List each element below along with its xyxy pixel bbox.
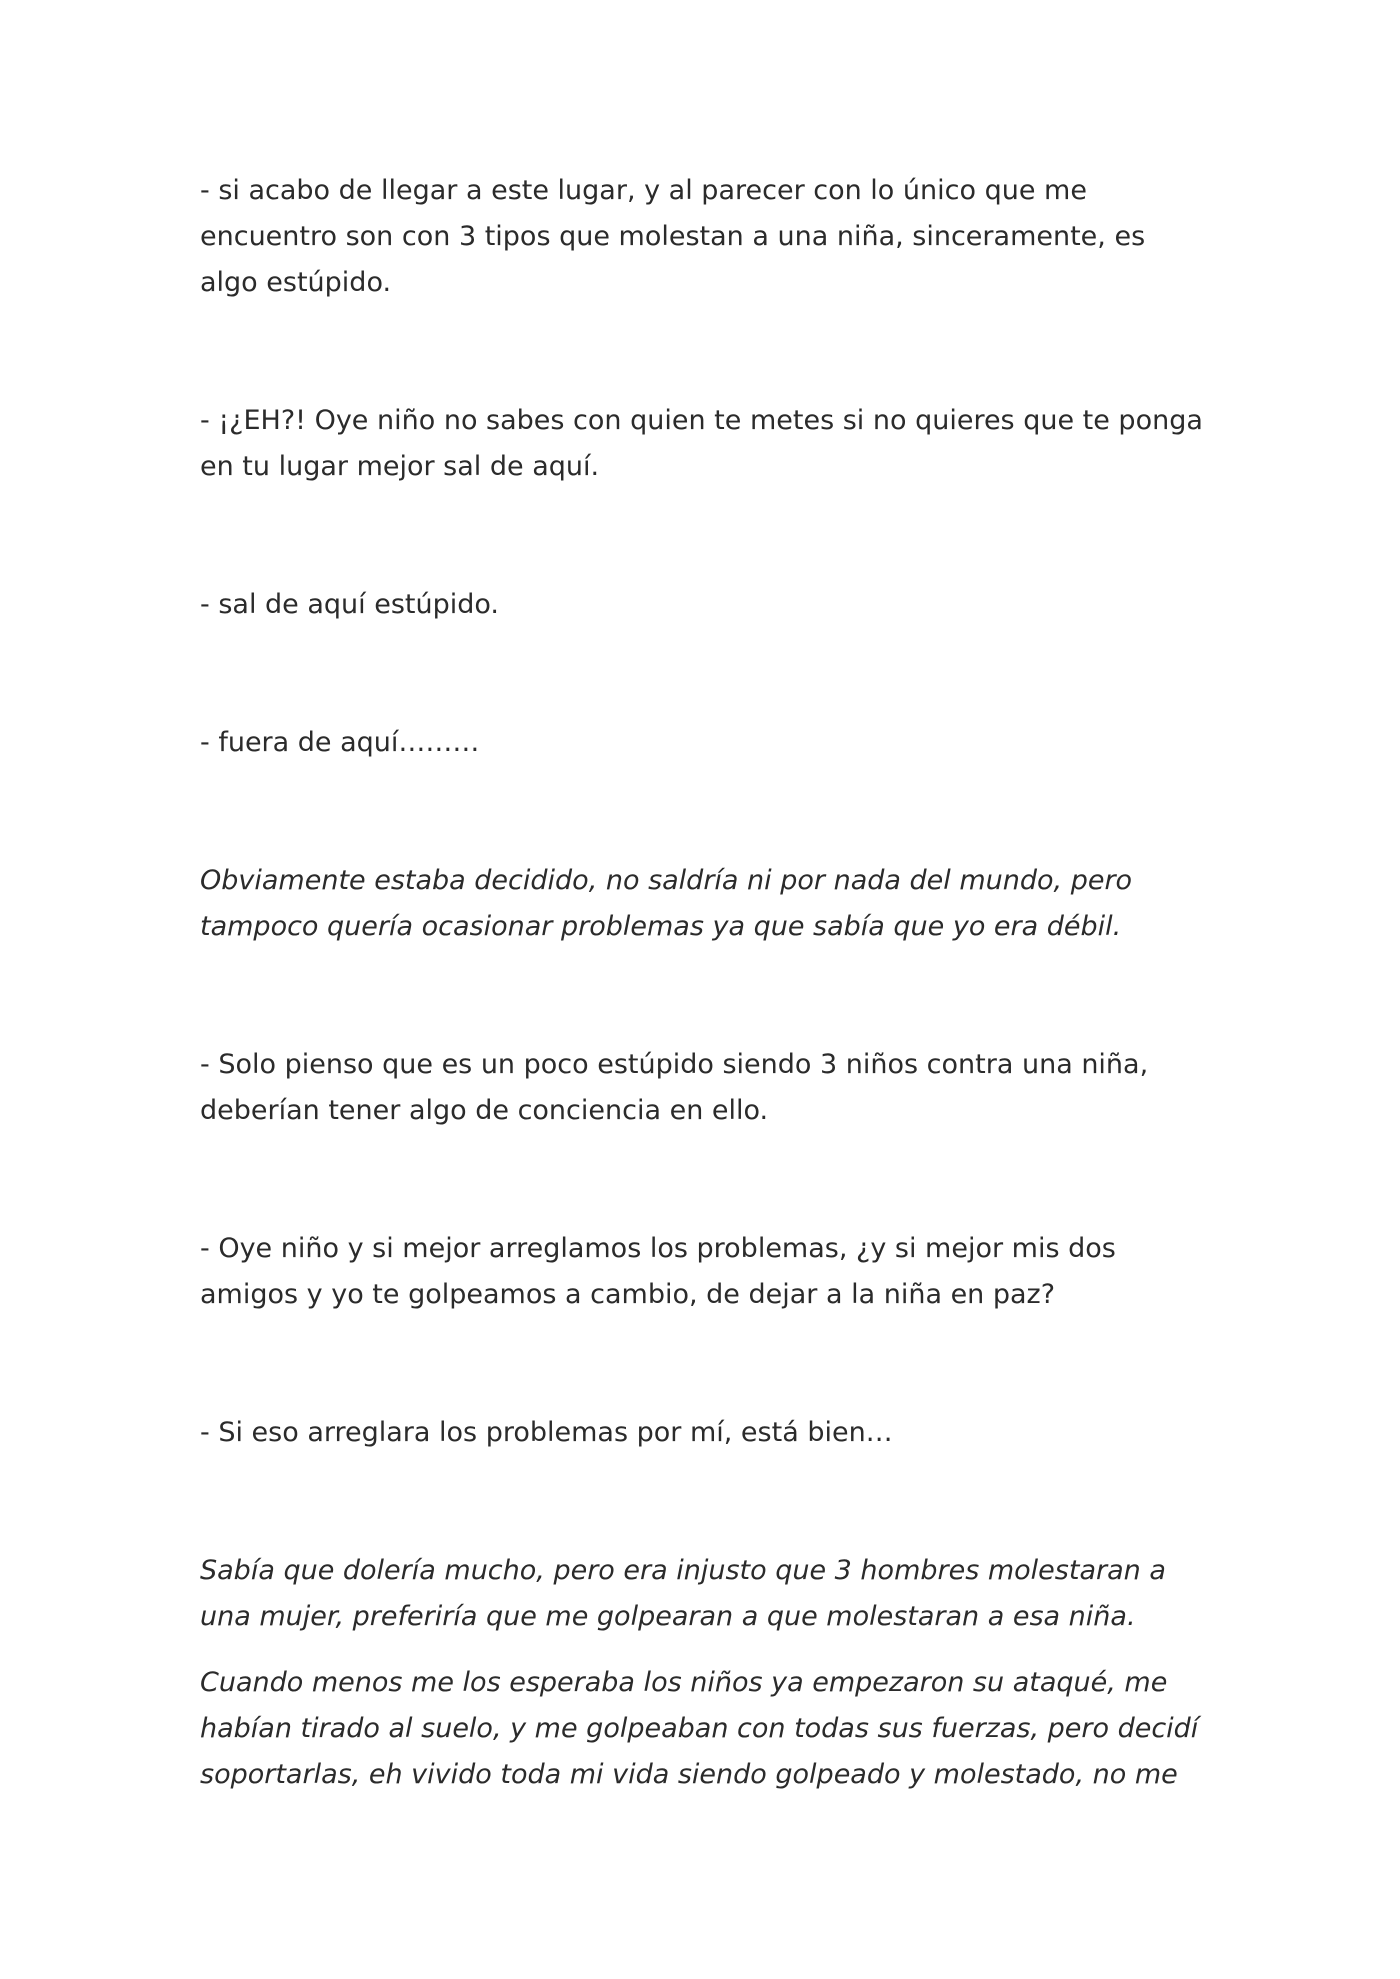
paragraph-narration-3: Cuando menos me los esperaba los niños ya empezaron su ataqué, me habían tirado al suelo, y me golpeaban con todas sus fuerzas, pero decidí soportarlas, eh vivido toda mi vida siendo golpeado y molestado, no me — [200, 1667, 1199, 1790]
paragraph-dialogue-4: - fuera de aquí……… — [200, 727, 480, 758]
document-body — [200, 168, 1210, 1798]
paragraph-narration-2: Sabía que dolería mucho, pero era injusto que 3 hombres molestaran a una mujer, preferiría que me golpearan a que molestaran a esa niña. — [200, 1555, 1166, 1632]
paragraph-dialogue-1: - si acabo de llegar a este lugar, y al parecer con lo único que me encuentro son con 3 tipos que molestan a una niña, sinceramente, es algo estúpido. — [200, 175, 1146, 298]
paragraph-dialogue-7: - Si eso arreglara los problemas por mí, está bien… — [200, 1417, 893, 1448]
paragraph-dialogue-5: - Solo pienso que es un poco estúpido siendo 3 niños contra una niña, deberían tener algo de conciencia en ello. — [200, 1049, 1149, 1126]
paragraph-narration-1: Obviamente estaba decidido, no saldría ni por nada del mundo, pero tampoco quería ocasionar problemas ya que sabía que yo era débil. — [200, 865, 1133, 942]
paragraph-dialogue-3: - sal de aquí estúpido. — [200, 589, 500, 620]
paragraph-dialogue-2: - ¡¿EH?! Oye niño no sabes con quien te metes si no quieres que te ponga en tu lugar mejor sal de aquí. — [200, 405, 1203, 482]
paragraph-dialogue-6: - Oye niño y si mejor arreglamos los problemas, ¿y si mejor mis dos amigos y yo te golpeamos a cambio, de dejar a la niña en paz? — [200, 1233, 1116, 1310]
